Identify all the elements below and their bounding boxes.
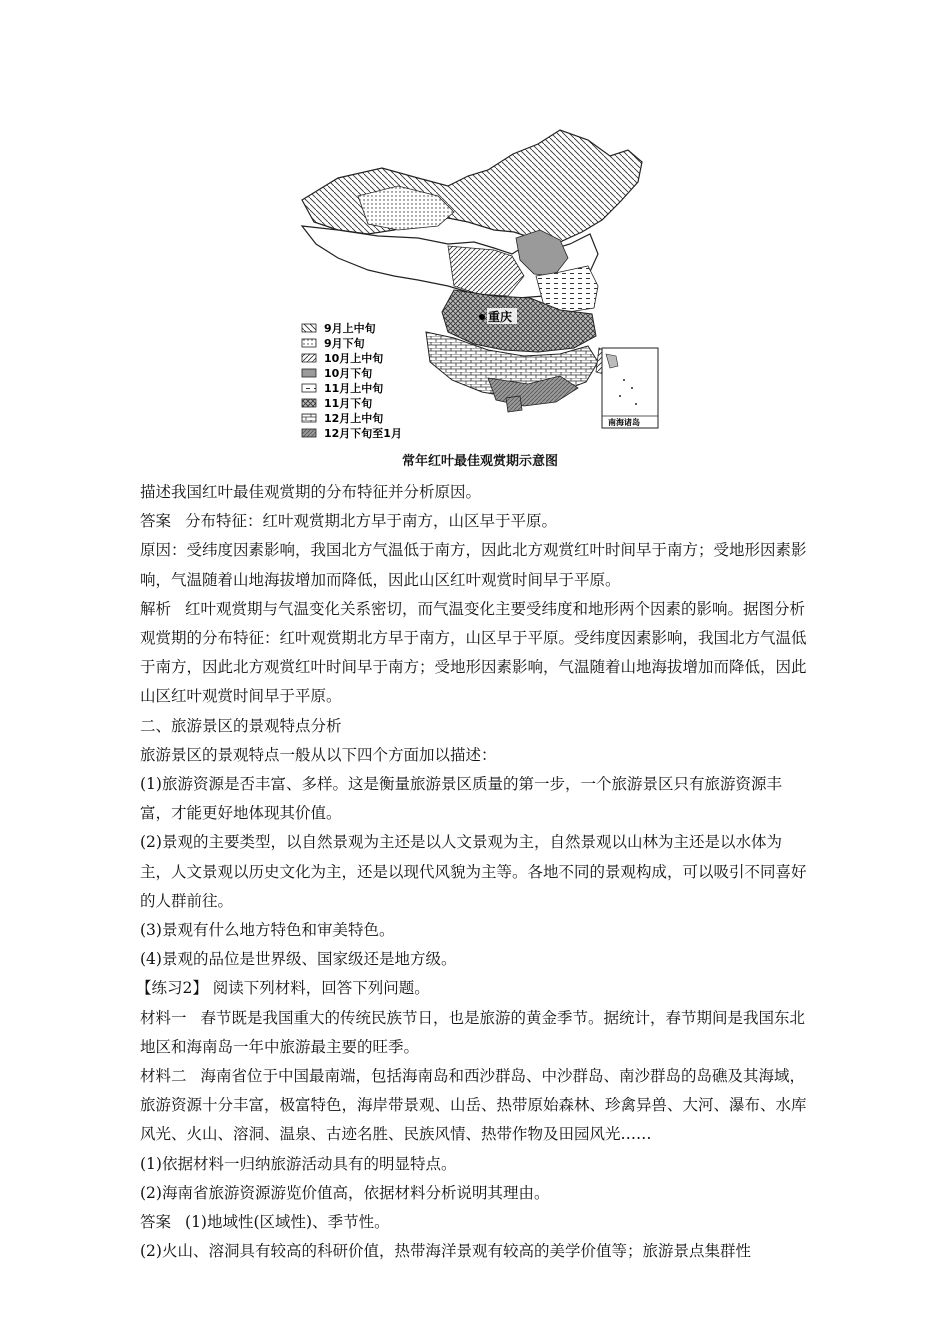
- inset-label: 南海诸岛: [608, 418, 640, 427]
- question-1: (1)依据材料一归纳旅游活动具有的明显特点。: [140, 1154, 457, 1173]
- analysis-paragraph: 解析 红叶观赏期与气温变化关系密切，而气温变化主要受纬度和地形两个因素的影响。据图分析观赏期的分布特征：红叶观赏期北方早于南方，山区早于平原。受纬度因素影响，我国北方气温低于南方，因此北方观赏红叶时间早于南方；受地形因素影响，气温随着山地海拔增加而降低，因此山区红叶观赏时间早于平原。: [140, 599, 807, 706]
- material-2: 材料二 海南省位于中国最南端，包括海南岛和西沙群岛、中沙群岛、南沙群岛的岛礁及其海域，旅游资源十分丰富，极富特色，海岸带景观、山岳、热带原始森林、珍禽异兽、大河、瀑布、水库风光、火山、溶洞、温泉、古迹名胜、民族风情、热带作物及田园风光……: [140, 1067, 807, 1144]
- legend-label-6: 12月上中旬: [324, 412, 384, 425]
- question-prompt: 描述我国红叶最佳观赏期的分布特征并分析原因。: [140, 483, 482, 501]
- legend-swatch-1: [302, 339, 316, 347]
- red-leaf-map-figure: [298, 126, 662, 444]
- legend-label-0: 9月上中旬: [324, 322, 376, 335]
- legend-swatch-3: [302, 369, 316, 377]
- exercise-answer-2: (2)火山、溶洞具有较高的科研价值，热带海洋景观有较高的美学价值等；旅游景点集群性: [140, 1242, 751, 1261]
- reason-paragraph: 原因：受纬度因素影响，我国北方气温低于南方，因此北方观赏红叶时间早于南方；受地形因素影响，气温随着山地海拔增加而降低，因此山区红叶观赏时间早于平原。: [140, 541, 807, 589]
- legend-label-1: 9月下旬: [324, 337, 365, 350]
- legend-swatch-0: [302, 324, 316, 332]
- section-heading: 二、旅游景区的景观特点分析: [140, 716, 342, 735]
- legend-swatch-7: [302, 429, 316, 437]
- section-intro: 旅游景区的景观特点一般从以下四个方面加以描述：: [140, 745, 497, 764]
- material-1: 材料一 春节既是我国重大的传统民族节日，也是旅游的黄金季节。据统计，春节期间是我国东北地区和海南岛一年中旅游最主要的旺季。: [140, 1008, 806, 1056]
- china-red-leaf-map: [298, 126, 662, 444]
- legend-swatch-6: [302, 414, 316, 422]
- exercise-answer: 答案 (1)地域性(区域性)、季节性。: [140, 1213, 390, 1232]
- point-2: (2)景观的主要类型，以自然景观为主还是以人文景观为主，自然景观以山林为主还是以水体为主，人文景观以历史文化为主，还是以现代风貌为主等。各地不同的景观构成，可以吸引不同喜好的人群前往。: [140, 833, 807, 910]
- point-3: (3)景观有什么地方特色和审美特色。: [140, 921, 395, 940]
- point-4: (4)景观的品位是世界级、国家级还是地方级。: [140, 950, 457, 969]
- legend-swatch-4: [302, 384, 316, 392]
- legend-label-4: 11月上中旬: [324, 382, 384, 395]
- chongqing-label: 重庆: [488, 310, 513, 324]
- legend-swatch-2: [302, 354, 316, 362]
- figure-caption: 常年红叶最佳观赏期示意图: [401, 454, 558, 469]
- question-2: (2)海南省旅游资源游览价值高，依据材料分析说明其理由。: [140, 1183, 550, 1202]
- map-region-northwest: [302, 130, 642, 242]
- exercise-heading: 【练习2】 阅读下列材料，回答下列问题。: [136, 979, 430, 998]
- document-body: [136, 478, 812, 1266]
- map-region-hainan: [506, 396, 522, 412]
- chongqing-marker: [479, 314, 485, 320]
- point-1: (1)旅游资源是否丰富、多样。这是衡量旅游景区质量的第一步，一个旅游景区只有旅游资源丰富，才能更好地体现其价值。: [140, 775, 782, 823]
- legend-label-3: 10月下旬: [324, 367, 373, 380]
- legend-swatch-5: [302, 399, 316, 407]
- map-legend: [300, 321, 402, 444]
- legend-label-5: 11月下旬: [324, 397, 373, 410]
- legend-label-7: 12月下旬至1月: [324, 427, 402, 440]
- answer-paragraph: 答案 分布特征：红叶观赏期北方早于南方，山区早于平原。: [140, 512, 558, 531]
- legend-label-2: 10月上中旬: [324, 352, 384, 365]
